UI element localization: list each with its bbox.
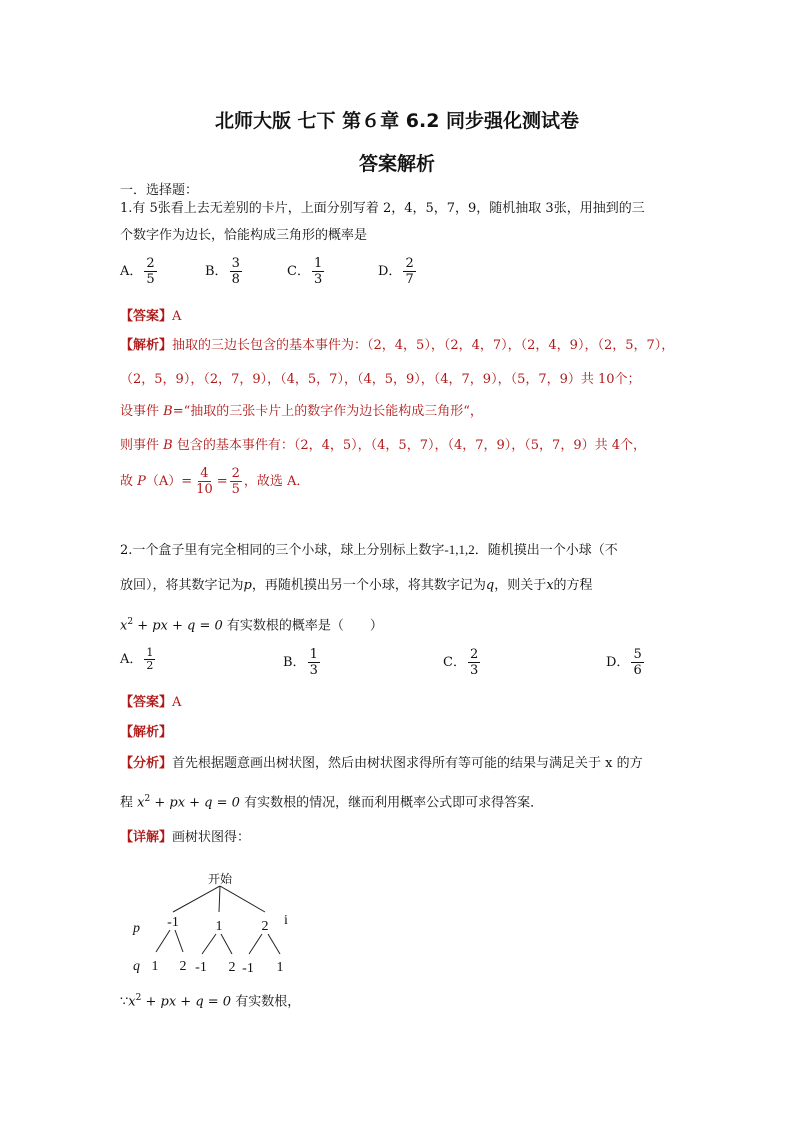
tree-branch-2a [202, 934, 216, 954]
tree-stray-mark: i [284, 913, 288, 928]
tree-node-l1-b: 1 [215, 919, 223, 934]
tree-node-l1-c: 2 [261, 919, 269, 934]
tree-p-label: p [133, 921, 140, 936]
q1-conclusion: 故 P（A）= $\frac{4}{10}$ = $\frac{2}{5}$ ，故选 A． [120, 466, 310, 497]
q2-option-a: A． $\frac{1}{2}$ [120, 646, 154, 672]
tree-branch-1a [156, 930, 170, 952]
q1-stem-line2: 个数字作为边长，恰能构成三角形的概率是 [120, 228, 368, 243]
tree-branch-3b [268, 934, 280, 954]
tree-node-l2-5: -1 [242, 961, 254, 976]
tree-branch-root-2 [219, 886, 220, 912]
q1-analysis-line4: 则事件 B 包含的基本事件有：（2，4，5），（4，5，7），（4，7，9），（5，7，9）共 4个， [120, 438, 646, 453]
q2-stem-line3: $x^2$ + px + q = 0 有实数根的概率是（ ） [120, 617, 383, 634]
section-heading: 一．选择题： [120, 183, 199, 198]
tree-node-l1-a: -1 [167, 915, 179, 930]
q2-option-c: C． $\frac{2}{3}$ [443, 647, 479, 678]
q2-answer: 【答案】A [120, 695, 182, 710]
tree-branch-root-1 [173, 886, 220, 912]
q2-since-line: $\because x^2$ + px + q = 0 有实数根， [120, 993, 301, 1010]
q2-xiangjie: 【详解】画树状图得： [120, 830, 251, 845]
q1-option-d: D． $\frac{2}{7}$ [378, 256, 414, 287]
q2-stem-line1: 2.一个盒子里有完全相同的三个小球，球上分别标上数字-1,1,2．随机摸出一个小球（不 [120, 542, 618, 558]
q1-option-a: A． $\frac{2}{5}$ [120, 256, 155, 287]
page-title: 北师大版 七下 第６章 6.2 同步强化测试卷 [214, 110, 580, 132]
tree-branch-1b [175, 930, 183, 952]
tree-diagram [120, 862, 310, 982]
q2-stem-line2: 放回），将其数字记为p，再随机摸出另一个小球，将其数字记为q，则关于x的方程 [120, 578, 593, 593]
tree-node-l2-3: -1 [195, 960, 207, 975]
q1-analysis-line3: 设事件 B=“抽取的三张卡片上的数字作为边长能构成三角形“， [120, 404, 483, 419]
q1-option-b: B． $\frac{3}{8}$ [205, 256, 240, 287]
tree-branch-2b [221, 934, 232, 954]
tree-branch-root-3 [220, 886, 265, 912]
q2-option-d: D． $\frac{5}{6}$ [606, 647, 642, 678]
q1-analysis-line1: 【解析】抽取的三边长包含的基本事件为：（2，4，5），（2，4，7），（2，4，9），（2，5，7）， [120, 338, 675, 353]
q2-analysis-tag: 【解析】 [120, 725, 173, 740]
tree-q-label: q [133, 959, 140, 974]
page-subtitle: 答案解析 [358, 153, 435, 175]
tree-root: 开始 [207, 872, 233, 886]
q1-analysis-line2: （2，5，9），（2，7，9），（4，5，7），（4，5，9），（4，7，9），（5，7，9）共 10个； [120, 372, 641, 387]
tree-node-l2-6: 1 [276, 960, 284, 975]
q2-option-b: B． $\frac{1}{3}$ [283, 647, 318, 678]
tree-node-l2-1: 1 [151, 959, 159, 974]
q2-fenxi-line2: 程 $x^2$ + px + q = 0 有实数根的情况，继而利用概率公式即可求得答案． [120, 794, 544, 811]
tree-node-l2-2: 2 [179, 959, 187, 974]
q1-option-c: C． $\frac{1}{3}$ [287, 256, 323, 287]
tree-branch-3a [249, 934, 262, 954]
tree-node-l2-4: 2 [228, 960, 236, 975]
q1-answer: 【答案】A [120, 309, 182, 324]
q1-stem-line1: 1.有 5张看上去无差别的卡片，上面分别写着 2，4，5，7，9，随机抽取 3张，用抽到的三 [120, 201, 645, 216]
q2-fenxi-line1: 【分析】首先根据题意画出树状图，然后由树状图求得所有等可能的结果与满足关于 x 的方 [120, 756, 643, 771]
